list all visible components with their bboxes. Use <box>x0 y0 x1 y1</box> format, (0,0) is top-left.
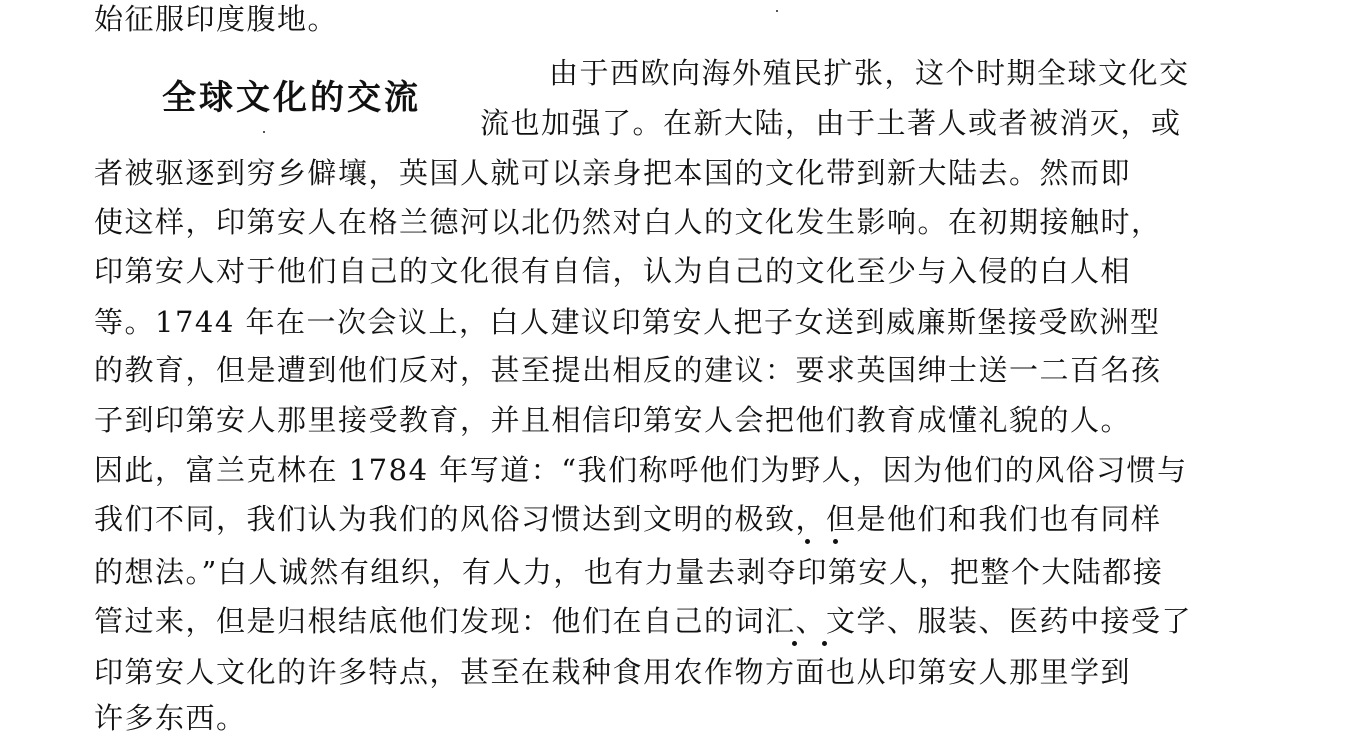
text-line-11: 我们不同，我们认为我们的风俗习惯达到文明的极致，但是他们和我们也有同样 <box>94 502 1162 536</box>
text-line-3: 流也加强了。在新大陆，由于土著人或者被消灭，或 <box>480 106 1182 140</box>
text-line-1: 始征服印度腹地。 <box>94 2 339 36</box>
text-line-12: 的想法。”白人诚然有组织，有人力，也有力量去剥夺印第安人，把整个大陆都接 <box>94 555 1164 589</box>
text-line-13: 管过来，但是归根结底他们发现：他们在自己的词汇、文学、服装、医药中接受了 <box>94 604 1193 638</box>
scan-speck <box>263 131 265 133</box>
emphasis-dot <box>822 641 827 646</box>
emphasis-dot <box>805 539 810 544</box>
text-line-9: 子到印第安人那里接受教育，并且相信印第安人会把他们教育成懂礼貌的人。 <box>94 403 1132 437</box>
text-line-6: 印第安人对于他们自己的文化很有自信，认为自己的文化至少与入侵的白人相 <box>94 254 1132 288</box>
text-line-2: 由于西欧向海外殖民扩张，这个时期全球文化交 <box>549 56 1190 90</box>
text-line-10: 因此，富兰克林在 1784 年写道：“我们称呼他们为野人，因为他们的风俗习惯与 <box>94 453 1188 487</box>
emphasis-dots <box>805 539 845 545</box>
text-line-7: 等。1744 年在一次会议上，白人建议印第安人把子女送到威廉斯堡接受欧洲型 <box>94 305 1161 339</box>
section-heading: 全球文化的交流 <box>162 78 421 118</box>
text-line-5: 使这样，印第安人在格兰德河以北仍然对白人的文化发生影响。在初期接触时， <box>94 205 1162 239</box>
text-line-15: 许多东西。 <box>94 701 247 735</box>
emphasis-dot <box>833 539 838 544</box>
text-line-8: 的教育，但是遭到他们反对，甚至提出相反的建议：要求英国绅士送一二百名孩 <box>94 353 1162 387</box>
emphasis-dot <box>792 641 797 646</box>
emphasis-dots <box>792 641 832 647</box>
scan-speck <box>776 10 778 12</box>
text-line-4: 者被驱逐到穷乡僻壤，英国人就可以亲身把本国的文化带到新大陆去。然而即 <box>94 156 1132 190</box>
text-line-14: 印第安人文化的许多特点，甚至在栽种食用农作物方面也从印第安人那里学到 <box>94 655 1132 689</box>
